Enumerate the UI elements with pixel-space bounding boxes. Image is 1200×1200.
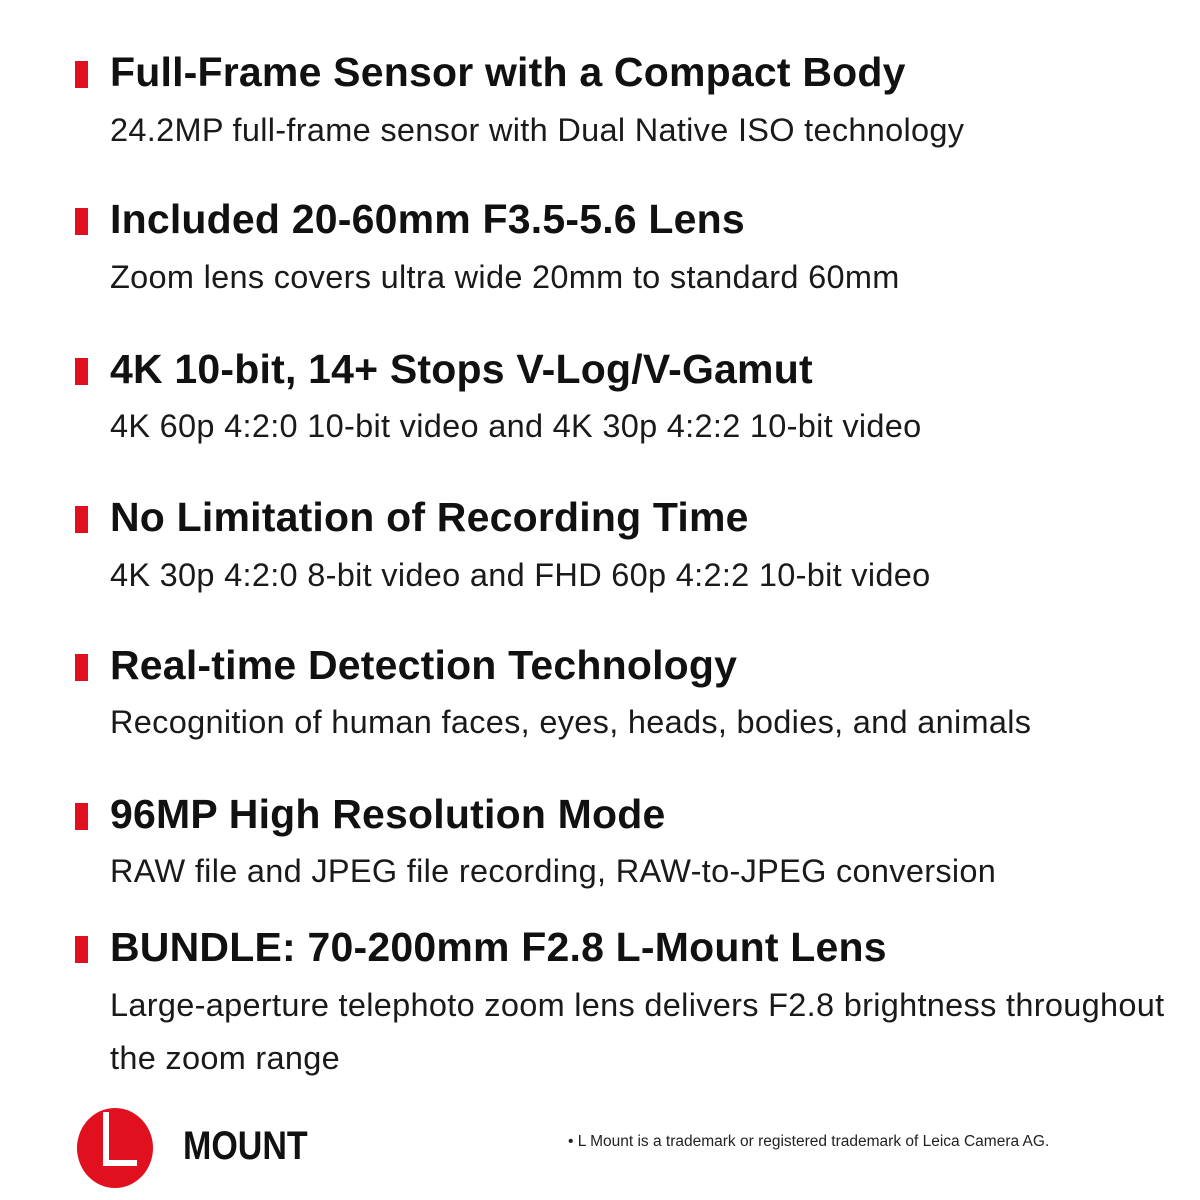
feature-title: No Limitation of Recording Time xyxy=(110,494,749,540)
red-bullet-icon xyxy=(75,208,88,235)
feature-title: Real-time Detection Technology xyxy=(110,642,738,688)
logo-text: MOUNT xyxy=(183,1124,308,1168)
trademark-footnote: • L Mount is a trademark or registered trademark of Leica Camera AG. xyxy=(568,1133,1050,1150)
feature-description: Recognition of human faces, eyes, heads, bodies, and animals xyxy=(110,704,1032,740)
l-mount-logo-icon xyxy=(75,1108,155,1188)
feature-description: Large-aperture telephoto zoom lens delivers F2.8 brightness throughout the zoom range xyxy=(110,987,1165,1076)
feature-description: RAW file and JPEG file recording, RAW-to-JPEG conversion xyxy=(110,853,997,889)
red-bullet-icon xyxy=(75,61,88,88)
feature-title: Full-Frame Sensor with a Compact Body xyxy=(110,49,906,95)
red-bullet-icon xyxy=(75,654,88,681)
red-bullet-icon xyxy=(75,358,88,385)
red-bullet-icon xyxy=(75,506,88,533)
feature-description: 4K 60p 4:2:0 10-bit video and 4K 30p 4:2:2 10-bit video xyxy=(110,408,922,444)
feature-title: Included 20-60mm F3.5-5.6 Lens xyxy=(110,196,745,242)
feature-title: BUNDLE: 70-200mm F2.8 L-Mount Lens xyxy=(110,924,887,970)
feature-description: 4K 30p 4:2:0 8-bit video and FHD 60p 4:2:2 10-bit video xyxy=(110,557,931,593)
red-bullet-icon xyxy=(75,803,88,830)
red-bullet-icon xyxy=(75,936,88,963)
feature-description: Zoom lens covers ultra wide 20mm to standard 60mm xyxy=(110,259,900,295)
feature-description: 24.2MP full-frame sensor with Dual Native ISO technology xyxy=(110,112,965,148)
feature-title: 96MP High Resolution Mode xyxy=(110,791,666,837)
feature-title: 4K 10-bit, 14+ Stops V-Log/V-Gamut xyxy=(110,346,813,392)
